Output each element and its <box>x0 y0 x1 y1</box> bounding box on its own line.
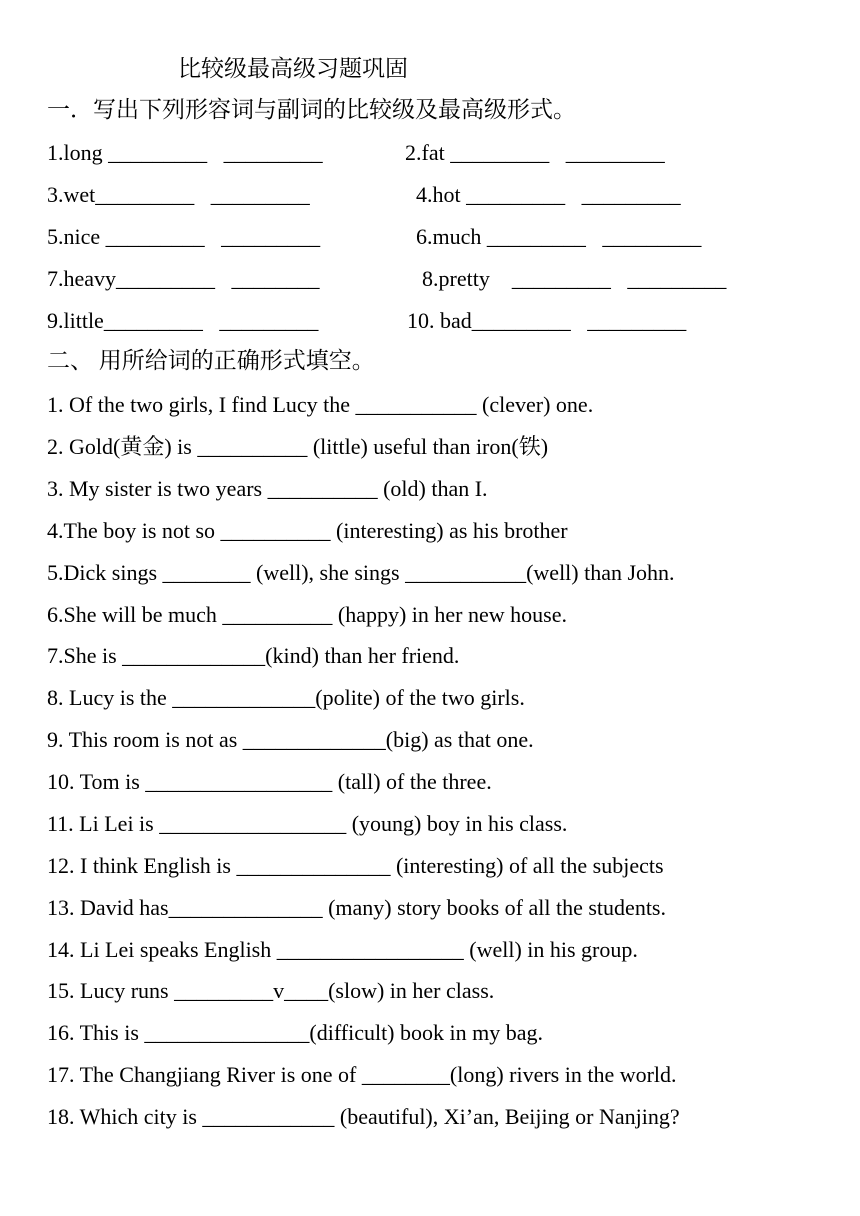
vocab-item: 10. bad_________ _________ <box>407 308 687 333</box>
section1-heading: 一．写出下列形容词与副词的比较级及最高级形式。 <box>47 97 576 122</box>
question-item: 11. Li Lei is _________________ (young) boy in his class. <box>47 811 568 836</box>
vocab-item: 1.long _________ _________ <box>47 140 323 165</box>
vocab-item: 2.fat _________ _________ <box>405 140 665 165</box>
question-item: 17. The Changjiang River is one of ________(long) rivers in the world. <box>47 1062 677 1087</box>
question-item: 2. Gold(黄金) is __________ (little) useful than iron(铁) <box>47 434 549 459</box>
question-item: 16. This is _______________(difficult) book in my bag. <box>47 1020 543 1045</box>
question-item: 4.The boy is not so __________ (interesting) as his brother <box>47 518 568 543</box>
page-title: 比较级最高级习题巩固 <box>178 56 408 81</box>
vocab-item: 3.wet_________ _________ <box>47 182 310 207</box>
question-item: 6.She will be much __________ (happy) in her new house. <box>47 602 567 627</box>
question-item: 14. Li Lei speaks English _________________ (well) in his group. <box>47 937 638 962</box>
vocab-item: 7.heavy_________ ________ <box>47 266 320 291</box>
vocab-item: 8.pretty _________ _________ <box>422 266 727 291</box>
section2-heading: 二、 用所给词的正确形式填空。 <box>47 348 375 373</box>
vocab-item: 6.much _________ _________ <box>416 224 702 249</box>
vocab-item: 9.little_________ _________ <box>47 308 319 333</box>
question-item: 18. Which city is ____________ (beautiful), Xi’an, Beijing or Nanjing? <box>47 1104 680 1129</box>
question-item: 10. Tom is _________________ (tall) of the three. <box>47 769 492 794</box>
question-item: 3. My sister is two years __________ (old) than I. <box>47 476 488 501</box>
question-item: 13. David has______________ (many) story books of all the students. <box>47 895 666 920</box>
question-item: 15. Lucy runs _________v____(slow) in her class. <box>47 978 495 1003</box>
question-item: 5.Dick sings ________ (well), she sings ___________(well) than John. <box>47 560 675 585</box>
question-item: 7.She is _____________(kind) than her friend. <box>47 643 460 668</box>
question-item: 9. This room is not as _____________(big) as that one. <box>47 727 534 752</box>
vocab-item: 4.hot _________ _________ <box>416 182 681 207</box>
question-item: 12. I think English is ______________ (interesting) of all the subjects <box>47 853 664 878</box>
question-item: 8. Lucy is the _____________(polite) of the two girls. <box>47 685 525 710</box>
question-item: 1. Of the two girls, I find Lucy the ___________ (clever) one. <box>47 392 594 417</box>
vocab-item: 5.nice _________ _________ <box>47 224 321 249</box>
